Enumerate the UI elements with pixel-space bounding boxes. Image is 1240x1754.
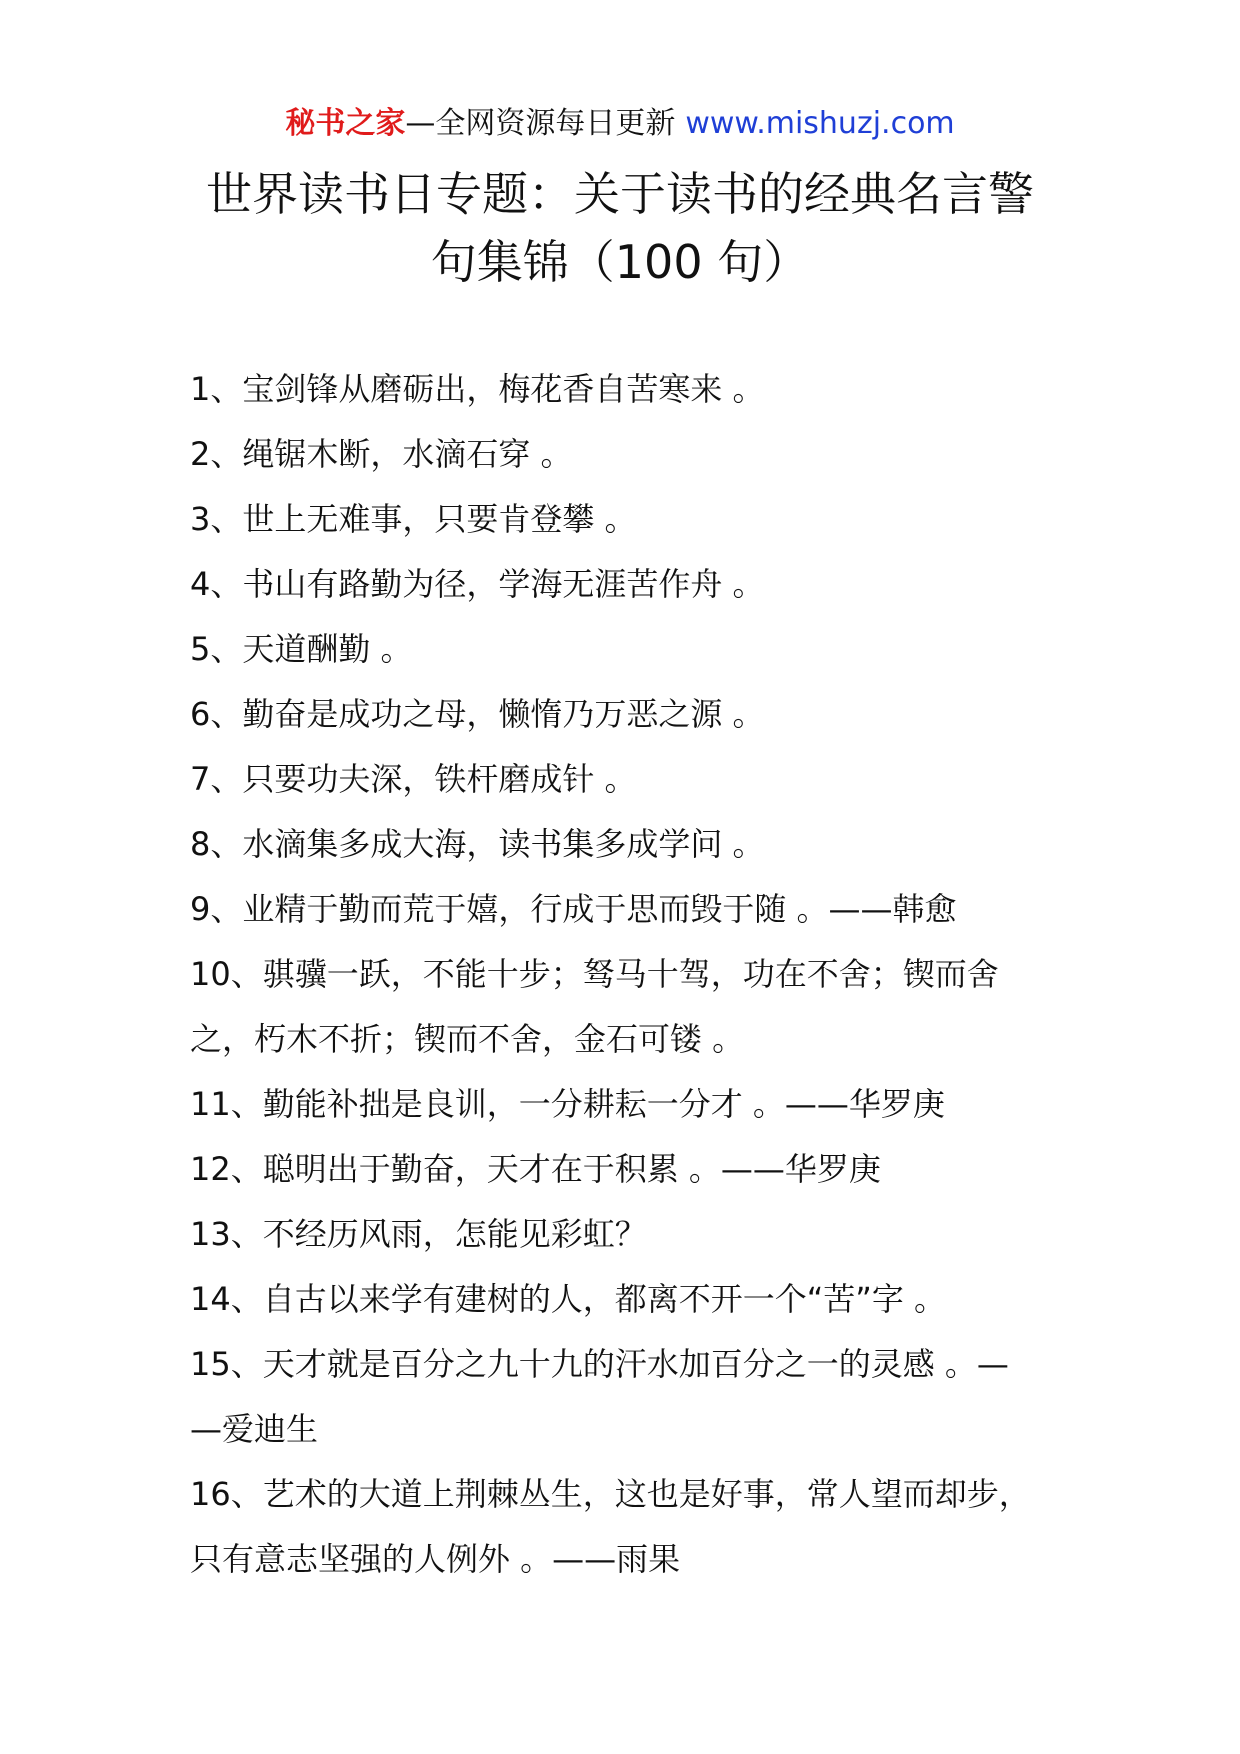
quote-line: 6、勤奋是成功之母，懒惰乃万恶之源 。: [190, 695, 765, 733]
quote-line: 9、业精于勤而荒于嬉，行成于思而毁于随 。——韩愈: [190, 890, 957, 928]
quote-line: 16、艺术的大道上荆棘丛生，这也是好事，常人望而却步，: [190, 1475, 1031, 1513]
quote-line: 3、世上无难事，只要肯登攀 。: [190, 500, 637, 538]
quote-line: 2、绳锯木断，水滴石穿 。: [190, 435, 573, 473]
quote-line: 8、水滴集多成大海，读书集多成学问 。: [190, 825, 765, 863]
quote-line: —爱迪生: [190, 1410, 319, 1448]
brand-name: 秘书之家: [285, 106, 406, 141]
quote-line: 7、只要功夫深，铁杆磨成针 。: [190, 760, 637, 798]
title-line-1: 世界读书日专题：关于读书的经典名言警: [206, 167, 1034, 221]
quote-line: 5、天道酬勤 。: [190, 630, 413, 668]
page-title: [160, 160, 1080, 296]
quote-line: 13、不经历风雨，怎能见彩虹？: [190, 1215, 647, 1253]
quote-line: 只有意志坚强的人例外 。——雨果: [190, 1540, 681, 1578]
quote-line: 1、宝剑锋从磨砺出，梅花香自苦寒来 。: [190, 370, 765, 408]
quote-list: [190, 357, 1090, 1592]
site-header: [0, 104, 1240, 144]
quote-line: 15、天才就是百分之九十九的汗水加百分之一的灵感 。—: [190, 1345, 1009, 1383]
title-line-2: 句集锦（100 句）: [430, 235, 810, 289]
quote-line: 14、自古以来学有建树的人，都离不开一个“苦”字 。: [190, 1280, 947, 1318]
quote-line: 10、骐骥一跃，不能十步；驽马十驾，功在不舍；锲而舍: [190, 955, 999, 993]
header-tagline: —全网资源每日更新: [405, 106, 676, 141]
quote-line: 之，朽木不折；锲而不舍，金石可镂 。: [190, 1020, 745, 1058]
quote-line: 12、聪明出于勤奋，天才在于积累 。——华罗庚: [190, 1150, 881, 1188]
site-link[interactable]: www.mishuzj.com: [685, 106, 955, 141]
quote-line: 4、书山有路勤为径，学海无涯苦作舟 。: [190, 565, 765, 603]
quote-line: 11、勤能补拙是良训，一分耕耘一分才 。——华罗庚: [190, 1085, 945, 1123]
